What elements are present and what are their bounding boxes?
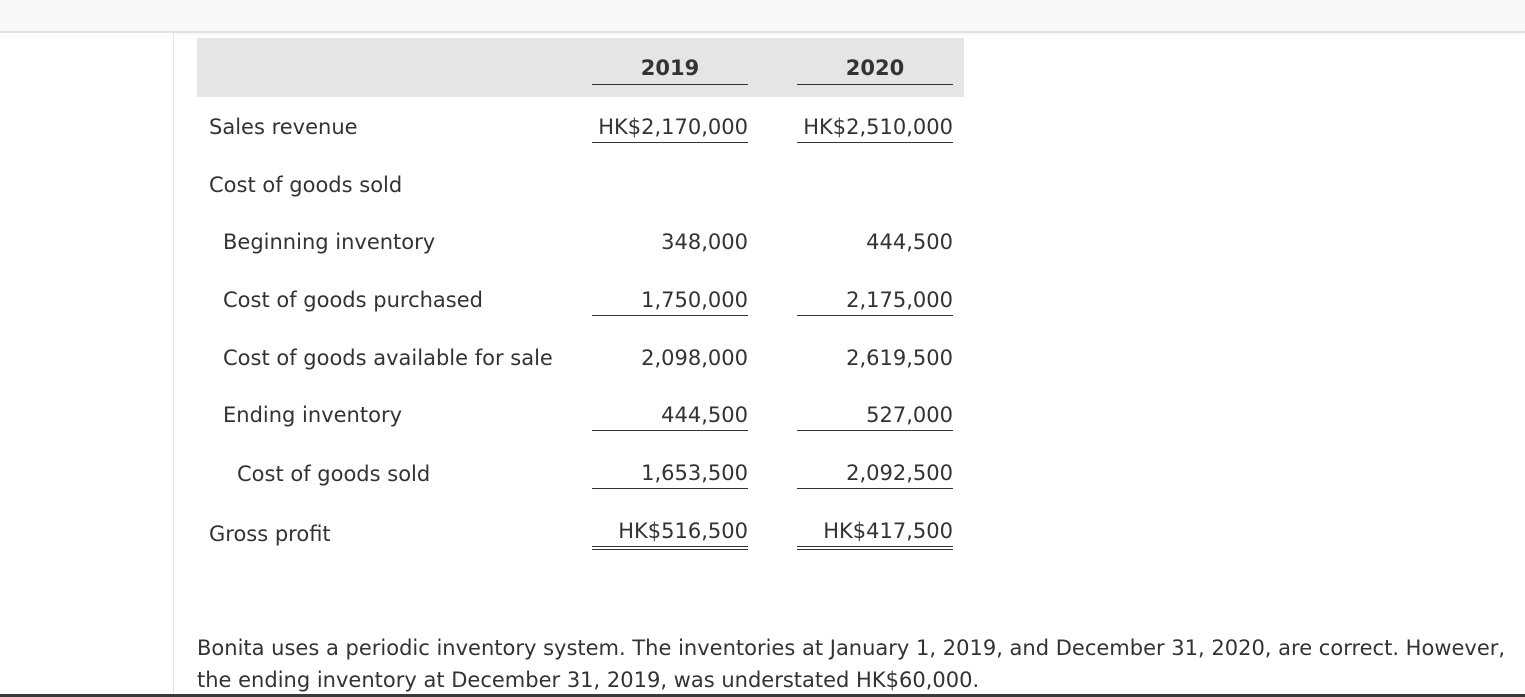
cogs-total-2020: 2,092,500: [797, 461, 953, 489]
beginning-inventory-2019: 348,000: [661, 230, 748, 254]
sales-revenue-2020: HK$2,510,000: [797, 115, 953, 143]
row-label-beginning-inventory: Beginning inventory: [223, 230, 436, 254]
row-label-gross-profit: Gross profit: [209, 522, 331, 546]
goods-available-for-sale-2019: 2,098,000: [641, 346, 748, 370]
goods-available-for-sale-2020: 2,619,500: [846, 346, 953, 370]
gross-profit-2020: HK$417,500: [797, 519, 953, 550]
row-label-sales-revenue: Sales revenue: [209, 115, 358, 139]
left-margin-panel: [0, 33, 174, 697]
beginning-inventory-2020: 444,500: [866, 230, 953, 254]
column-header-2019: 2019: [592, 56, 748, 85]
row-label-cogs-heading: Cost of goods sold: [209, 173, 403, 197]
row-label-cogs-total: Cost of goods sold: [237, 462, 431, 486]
cogs-total-2019: 1,653,500: [592, 461, 748, 489]
cost-of-goods-purchased-2020: 2,175,000: [797, 288, 953, 316]
row-label-ending-inventory: Ending inventory: [223, 403, 403, 427]
column-header-2020: 2020: [797, 56, 953, 85]
row-label-goods-available-for-sale: Cost of goods available for sale: [223, 346, 553, 370]
ending-inventory-2020: 527,000: [797, 403, 953, 431]
row-label-cost-of-goods-purchased: Cost of goods purchased: [223, 288, 483, 312]
gross-profit-2019: HK$516,500: [592, 519, 748, 550]
ending-inventory-2019: 444,500: [592, 403, 748, 431]
cost-of-goods-purchased-2019: 1,750,000: [592, 288, 748, 316]
top-bar: [0, 0, 1525, 33]
problem-description: Bonita uses a periodic inventory system. The inventories at January 1, 2019, and December 31, 2020, are correct. However, the ending inventory at December 31, 2019, was understated HK$60,000.: [197, 636, 1506, 692]
sales-revenue-2019: HK$2,170,000: [592, 115, 748, 143]
